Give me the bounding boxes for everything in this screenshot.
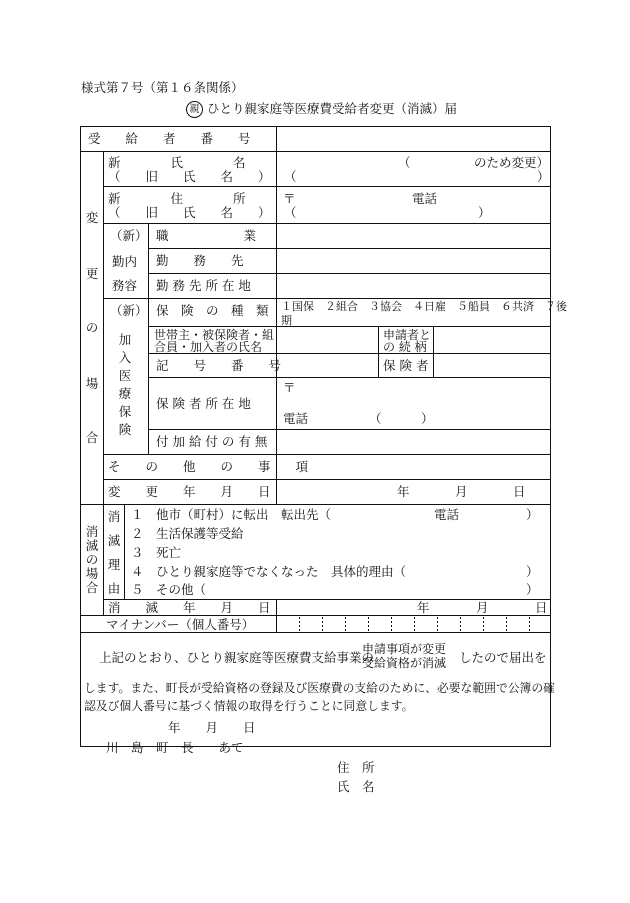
new-name-label: 新 氏 名	[108, 155, 246, 170]
workplace-address-label: 勤 務 先 所 在 地	[156, 278, 251, 293]
insurer-address-label: 保 険 者 所 在 地	[156, 396, 251, 411]
new-address-field[interactable]	[290, 190, 545, 220]
declaration-line1-post: したので届出を	[459, 650, 547, 665]
name-reason-open-paren: （	[398, 155, 411, 170]
declaration-line1-pre: 上記のとおり、ひとり親家庭等医療費支給事業の	[99, 650, 375, 665]
relation-label-2: の 続 柄	[383, 340, 427, 354]
old-address-close-paren: ）	[478, 205, 491, 220]
reason-1-moved-out[interactable]: １ 他市（町村）に転出 転出先（	[131, 507, 332, 522]
addressee: 川 島 町 長 あて	[106, 740, 244, 755]
holder-name-label-2: 合員・加入者の氏名	[154, 340, 263, 354]
declaration-line3: 認及び個人番号に基づく情報の取得を行うことに同意します。	[84, 699, 414, 713]
declaration-line2: します。また、町長が受給資格の登録及び医療費の支給のために、必要な範囲で公簿の確	[84, 681, 555, 695]
insurer-postal-mark: 〒	[283, 380, 296, 395]
recipient-number-label: 受 給 者 番 号	[88, 131, 251, 146]
insurer-phone-close-paren: ）	[421, 411, 434, 426]
extinction-date-day: 日	[535, 600, 548, 615]
insurer-phone-label: 電話	[283, 411, 309, 426]
extinction-date-year: 年	[417, 600, 430, 615]
declaration-option-changed[interactable]: 申請事項が変更	[362, 642, 447, 656]
extra-benefit-field[interactable]	[280, 432, 548, 452]
insurer-address-field[interactable]	[280, 380, 548, 427]
holder-name-label-1: 世帯主・被保険者・組	[154, 328, 275, 342]
postal-mark: 〒	[283, 191, 296, 206]
holder-name-field[interactable]	[280, 329, 376, 351]
form-title: ひとり親家庭等医療費受給者変更（消滅）届	[207, 101, 458, 116]
extinction-date-label: 消 滅 年 月 日	[108, 600, 271, 615]
name-reason-suffix: のため変更）	[474, 155, 550, 170]
work-label-bottom: 務容	[112, 278, 138, 293]
phone-label: 電話	[412, 191, 438, 206]
symbol-number-label: 記 号 番 号	[156, 358, 282, 373]
extinction-date-month: 月	[476, 600, 489, 615]
reason-4-close-paren: ）	[526, 564, 539, 579]
reason-2-welfare[interactable]: ２ 生活保護等受給	[131, 526, 244, 541]
my-number-label: マイナンバー（個人番号）	[106, 617, 255, 632]
occupation-label: 職 業	[156, 228, 257, 243]
reason-1-close-paren: ）	[526, 507, 539, 522]
insurer-field[interactable]	[436, 356, 548, 375]
reason-5-other[interactable]: ５ その他（	[131, 582, 207, 597]
workplace-label: 勤 務 先	[156, 253, 244, 268]
old-address-open-paren: （	[284, 205, 297, 220]
change-date-year: 年	[397, 484, 410, 499]
work-label-top: 勤内	[112, 254, 138, 269]
insurance-type-options[interactable]: １国保 ２組合 ３協会 ４日雇 ５船員 ６共済 ７後	[281, 300, 567, 313]
old-name-open-paren: （	[284, 169, 297, 184]
workplace-address-field[interactable]	[280, 276, 548, 296]
relation-label-1: 申請者と	[383, 328, 432, 342]
reason-1-phone-label: 電話	[434, 507, 460, 522]
old-name-label: （ 旧 氏 名 ）	[108, 169, 271, 184]
symbol-number-field[interactable]	[280, 356, 376, 375]
old-name-close-paren: ）	[537, 169, 550, 184]
change-date-day: 日	[513, 484, 526, 499]
applicant-name-label: 氏 名	[337, 779, 375, 794]
old-address-label: （ 旧 氏 名 ）	[108, 205, 271, 220]
workplace-field[interactable]	[280, 251, 548, 271]
new-name-field[interactable]	[290, 155, 545, 183]
work-new-label: （新）	[110, 228, 148, 243]
insurer-phone-open-paren: （	[369, 411, 382, 426]
insurer-label: 保 険 者	[383, 358, 429, 373]
declaration-option-lost[interactable]: 受給資格が消滅	[362, 656, 447, 670]
insurance-new-label: （新）	[110, 303, 148, 318]
form-number: 様式第７号（第１６条関係）	[81, 80, 244, 95]
insurance-type-options-wrap: 期	[281, 314, 292, 327]
other-matters-field[interactable]	[280, 457, 548, 477]
reason-5-close-paren: ）	[526, 582, 539, 597]
change-date-month: 月	[455, 484, 468, 499]
relation-field[interactable]	[436, 329, 548, 351]
extra-benefit-label: 付 加 給 付 の 有 無	[156, 434, 268, 449]
declaration-date: 年 月 日	[168, 720, 256, 735]
my-number-field[interactable]	[278, 617, 548, 631]
other-matters-label: そ の 他 の 事 項	[108, 459, 309, 474]
insurance-type-label: 保 険 の 種 類	[156, 303, 269, 318]
new-address-label: 新 住 所	[108, 191, 246, 206]
reason-3-death[interactable]: ３ 死亡	[131, 545, 182, 560]
applicant-address-label: 住 所	[337, 760, 375, 775]
reason-4-no-longer-eligible[interactable]: ４ ひとり親家庭等でなくなった 具体的理由（	[131, 564, 407, 579]
circled-kanji-mark: 親	[186, 101, 203, 118]
change-date-label: 変 更 年 月 日	[108, 484, 271, 499]
occupation-field[interactable]	[280, 226, 548, 246]
